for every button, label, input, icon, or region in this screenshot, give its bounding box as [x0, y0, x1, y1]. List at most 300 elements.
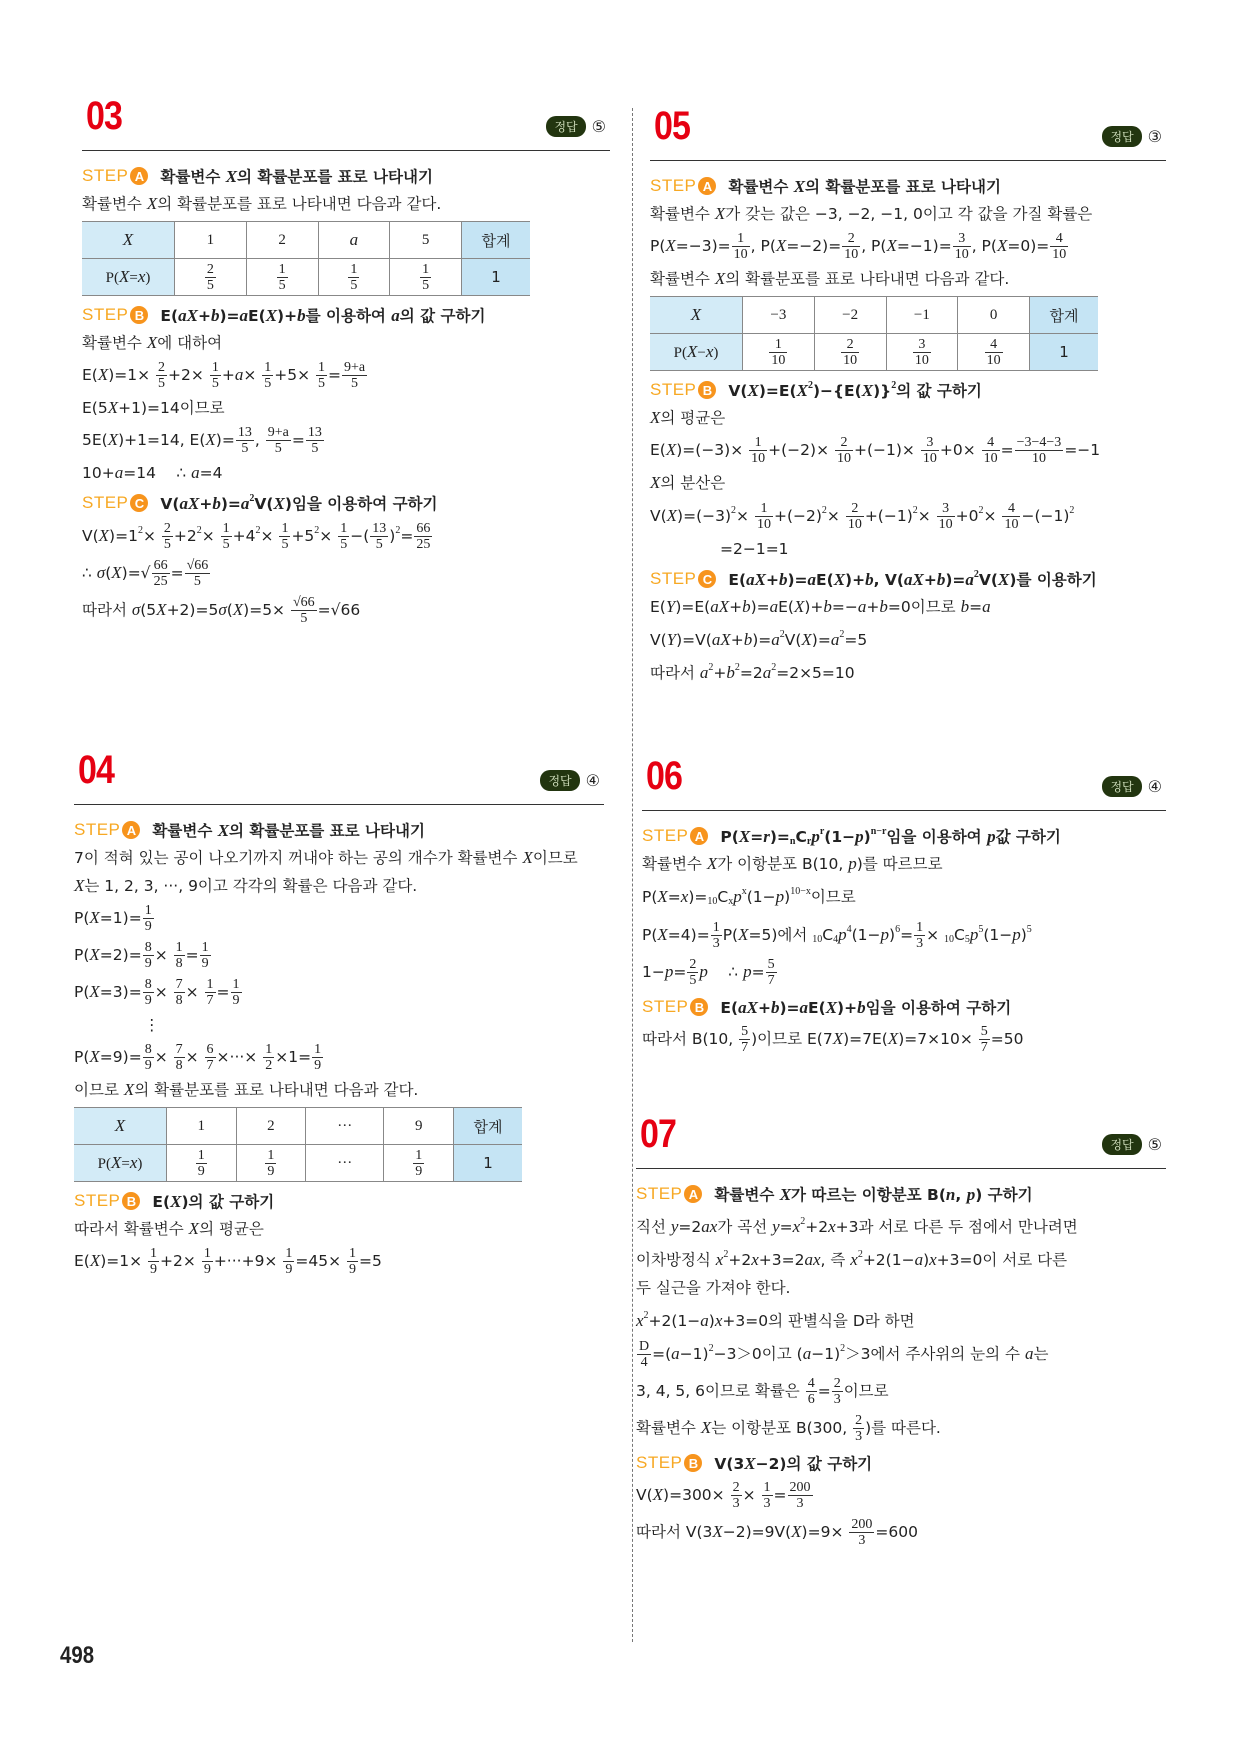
- fraction: [769, 337, 787, 368]
- fraction: [306, 425, 324, 456]
- text-run: 2: [278, 231, 286, 248]
- text-run: 의 값 구하기: [399, 307, 486, 325]
- denominator: 5: [193, 574, 201, 589]
- numerator: 1: [201, 940, 209, 955]
- text-run: +2: [805, 1218, 829, 1236]
- table-cell: [1030, 334, 1099, 371]
- fraction: [143, 940, 154, 971]
- text-run: 확률변수: [82, 195, 147, 213]
- denominator: 25: [153, 574, 168, 589]
- subscript: 10: [707, 896, 718, 907]
- text-run: P(: [720, 828, 739, 846]
- table-cell: [454, 1108, 523, 1145]
- step-heading-b: [82, 304, 610, 326]
- text-run: =: [129, 270, 138, 286]
- text-run: =: [121, 1156, 130, 1172]
- table-cell: [384, 1108, 454, 1145]
- text-run: V(: [978, 571, 999, 589]
- fraction: [143, 977, 154, 1008]
- fraction: [687, 957, 698, 988]
- answer: [1102, 1134, 1162, 1155]
- fraction: [312, 1042, 323, 1073]
- text-run: ⋮: [144, 1016, 160, 1034]
- numerator: 1: [755, 501, 773, 517]
- text-run: ): [923, 1251, 930, 1269]
- math-variable: p: [838, 925, 847, 944]
- fraction: [347, 1246, 358, 1277]
- text-run: V(: [82, 527, 99, 545]
- numerator: 1: [350, 261, 358, 277]
- step-letter-icon: C: [130, 494, 148, 512]
- solution-line: [636, 1480, 1166, 1511]
- text-run: ×: [736, 507, 754, 525]
- math-variable: X: [793, 177, 806, 196]
- text-run: +2(1−: [862, 1251, 915, 1269]
- numerator: 2: [855, 1413, 863, 1428]
- fraction: [731, 1480, 742, 1511]
- table-cell: [958, 334, 1030, 371]
- fraction: [174, 977, 185, 1008]
- denominator: 9: [144, 1058, 152, 1073]
- step-letter-icon: B: [122, 1192, 140, 1210]
- text-run: =: [751, 963, 765, 981]
- math-variable: X: [738, 925, 749, 944]
- math-variable: X: [779, 1185, 792, 1204]
- fraction: [174, 940, 185, 971]
- text-run: 값 구하기: [995, 828, 1061, 846]
- solution-line: [642, 881, 1166, 913]
- text-run: 확률변수: [714, 1186, 780, 1204]
- math-variable: X: [791, 1522, 802, 1541]
- text-run: ): [863, 828, 871, 846]
- table-cell: [384, 1145, 454, 1182]
- text-run: +: [199, 495, 213, 513]
- text-run: 합계: [481, 231, 511, 250]
- step-title: [728, 175, 1001, 197]
- step-letter-icon: C: [698, 570, 716, 588]
- text-run: ): [713, 345, 719, 361]
- text-run: +(−1)×: [854, 441, 920, 459]
- text-run: =9)=: [99, 1048, 142, 1066]
- text-run: V(3: [714, 1455, 745, 1473]
- math-variable: X: [156, 600, 167, 619]
- text-run: P(: [97, 1156, 111, 1172]
- solution-line: [74, 903, 604, 934]
- math-variable: ax: [701, 1217, 718, 1236]
- text-run: 5E(: [82, 431, 108, 449]
- numerator: 1: [732, 231, 750, 247]
- text-run: =: [291, 431, 305, 449]
- solution-line: [642, 957, 1166, 988]
- math-variable: X: [74, 876, 85, 895]
- numerator: D: [639, 1339, 650, 1354]
- text-run: +5×: [274, 366, 315, 384]
- math-variable: X: [89, 945, 100, 964]
- text-run: )=1×: [108, 366, 156, 384]
- numerator: 2: [835, 435, 853, 451]
- text-run: 의 확률분포를 표로 나타내면 다음과 같다.: [725, 270, 1010, 288]
- step-letter-icon: B: [690, 998, 708, 1016]
- step-label: STEP: [650, 176, 697, 195]
- text-run: =−3)=: [675, 237, 731, 255]
- superscript: 2: [643, 1310, 649, 1321]
- fraction: [231, 977, 242, 1008]
- numerator: 6: [206, 1042, 214, 1057]
- text-run: 확률변수: [728, 178, 794, 196]
- answer-choice: ④: [585, 771, 600, 790]
- fraction: [205, 977, 216, 1008]
- numerator: 2: [732, 1480, 740, 1495]
- text-run: E(5: [82, 399, 108, 417]
- superscript: 2: [807, 380, 813, 391]
- solution-line: [642, 1024, 1166, 1055]
- text-run: =−1: [1064, 441, 1101, 459]
- math-variable: X: [98, 526, 110, 545]
- fraction: [711, 920, 722, 951]
- text-run: =2: [678, 1218, 702, 1236]
- text-run: )를 따르므로: [856, 855, 943, 873]
- numerator: 1: [415, 1147, 423, 1163]
- problem-number: 07: [640, 1112, 677, 1156]
- math-variable: b: [879, 597, 888, 616]
- text-run: )+1=14, E(: [118, 431, 206, 449]
- math-variable: aX: [711, 630, 731, 649]
- text-run: E(: [248, 307, 266, 325]
- denominator: 10: [751, 451, 766, 466]
- text-run: V(: [650, 631, 667, 649]
- math-variable: X: [666, 506, 678, 525]
- text-run: ×: [154, 1048, 173, 1066]
- math-variable: σ: [96, 563, 106, 582]
- text-run: =0이므로: [887, 598, 961, 616]
- text-run: (5: [140, 601, 157, 619]
- step-heading-a: [642, 825, 1166, 847]
- math-variable: σ: [218, 600, 227, 619]
- denominator: 10: [938, 517, 953, 532]
- table-row-probabilities: [74, 1145, 522, 1182]
- math-variable: b: [770, 998, 780, 1017]
- text-run: 의 확률분포를 표로 나타내면 다음과 같다.: [134, 1081, 419, 1099]
- numerator: 66: [416, 521, 431, 536]
- fraction: [342, 360, 367, 391]
- step-label: STEP: [82, 493, 129, 512]
- problem-number: 04: [78, 748, 115, 792]
- text-run: 2: [267, 1117, 275, 1134]
- table-cell: [462, 222, 531, 259]
- math-variable: X: [217, 821, 230, 840]
- text-run: )임을 이용하여 구하기: [284, 495, 438, 513]
- text-run: =−1)=: [896, 237, 952, 255]
- text-run: )를 이용하기: [1009, 571, 1097, 589]
- text-run: ×: [826, 507, 845, 525]
- text-run: )+: [804, 598, 824, 616]
- text-run: +(−1): [864, 507, 913, 525]
- text-run: (1−: [983, 926, 1013, 944]
- numerator: 1: [211, 360, 219, 375]
- numerator: 13: [237, 425, 252, 440]
- numerator: 3: [913, 337, 931, 353]
- step-heading-a: [636, 1183, 1166, 1205]
- numerator: 1: [265, 1042, 273, 1057]
- text-run: +: [757, 999, 771, 1017]
- math-variable: X: [690, 305, 702, 324]
- fraction: [205, 1042, 216, 1073]
- math-variable: r: [763, 827, 770, 846]
- text-run: +1)=14이므로: [118, 399, 225, 417]
- text-run: E(: [152, 1193, 171, 1211]
- math-variable: aX: [746, 570, 766, 589]
- probability-distribution-table: [650, 296, 1098, 371]
- numerator: 5: [980, 1024, 988, 1039]
- problem-header: [642, 754, 1166, 811]
- text-run: , P(: [750, 237, 776, 255]
- text-run: =(: [652, 1345, 672, 1363]
- denominator: 9: [197, 1163, 205, 1179]
- denominator: 5: [274, 441, 282, 456]
- fraction: [982, 435, 1000, 466]
- text-run: 1: [197, 1117, 206, 1134]
- math-variable: X: [146, 194, 158, 213]
- text-run: P(: [74, 909, 90, 927]
- text-run: ): [889, 926, 896, 944]
- text-run: 확률변수: [650, 205, 715, 223]
- table-cell: [650, 297, 743, 334]
- superscript: 2: [891, 380, 897, 391]
- numerator: 1: [222, 521, 230, 536]
- text-run: +3=0의 판별식을 D라 하면: [722, 1312, 915, 1330]
- solution-line: [650, 231, 1166, 262]
- text-run: , V(: [873, 571, 904, 589]
- solution-line: [650, 596, 1166, 618]
- text-run: )=7×10×: [898, 1030, 978, 1048]
- text-run: =: [900, 926, 914, 944]
- text-run: 확률변수: [650, 270, 715, 288]
- math-variable: x: [751, 1250, 759, 1269]
- answer-choice: ⑤: [591, 117, 606, 136]
- math-variable: X: [89, 1251, 101, 1270]
- text-run: +2(1−: [648, 1312, 701, 1330]
- text-run: )=: [945, 571, 966, 589]
- text-run: −1): [679, 1345, 709, 1363]
- text-run: ×···×: [216, 1048, 263, 1066]
- superscript: 2: [771, 662, 777, 673]
- denominator: 8: [175, 993, 183, 1008]
- math-variable: x: [850, 1250, 858, 1269]
- subscript: 5: [964, 934, 970, 945]
- numerator: 2: [158, 360, 166, 375]
- text-run: ×: [319, 527, 338, 545]
- math-variable: p: [855, 827, 864, 846]
- text-run: ∴: [82, 564, 97, 582]
- denominator: 5: [375, 537, 383, 552]
- text-run: +: [729, 598, 743, 616]
- step-heading-b: [650, 379, 1166, 401]
- superscript: 2: [314, 525, 320, 536]
- fraction: [841, 337, 859, 368]
- math-variable: p: [966, 1185, 976, 1204]
- math-variable: y: [670, 1217, 679, 1236]
- solution-line: [636, 1413, 1166, 1444]
- solution-03: [82, 94, 610, 632]
- text-run: E(: [728, 571, 747, 589]
- numerator: 4: [1002, 501, 1020, 517]
- numerator: 2: [842, 231, 860, 247]
- step-letter-icon: B: [130, 306, 148, 324]
- denominator: 3: [712, 936, 720, 951]
- math-variable: X: [650, 408, 661, 427]
- math-variable: p: [699, 962, 708, 981]
- text-run: C: [717, 888, 729, 906]
- fraction: [162, 521, 173, 552]
- fraction: [937, 501, 955, 532]
- solution-line: [74, 847, 604, 869]
- denominator: 9: [201, 956, 209, 971]
- answer-choice: ④: [1147, 777, 1162, 796]
- superscript: 2: [821, 505, 827, 516]
- text-run: C: [822, 926, 834, 944]
- math-variable: ax: [804, 1250, 821, 1269]
- text-run: 의 값 구하기: [896, 382, 982, 400]
- text-run: ×: [154, 983, 173, 1001]
- text-run: )=E(: [758, 382, 797, 400]
- text-run: )=: [779, 999, 800, 1017]
- math-variable: a: [114, 463, 124, 482]
- step-title: [152, 1190, 274, 1212]
- problem-header: [74, 748, 604, 805]
- text-run: )+: [845, 571, 866, 589]
- text-run: P(: [105, 270, 119, 286]
- math-variable: a: [807, 570, 817, 589]
- text-run: ): [145, 270, 151, 286]
- table-cell: [1030, 297, 1099, 334]
- text-run: 의 분산은: [660, 474, 726, 492]
- text-run: )=V(: [676, 631, 712, 649]
- math-variable: X: [775, 236, 787, 255]
- fraction: [1015, 435, 1064, 466]
- numerator: 200: [789, 1480, 811, 1495]
- math-variable: a: [799, 998, 809, 1017]
- numerator: 4: [982, 435, 1000, 451]
- denominator: 9: [232, 993, 240, 1008]
- table-cell: [236, 1145, 306, 1182]
- table-row-probabilities: [650, 334, 1098, 371]
- table-cell: [886, 334, 958, 371]
- denominator: 3: [916, 936, 924, 951]
- math-variable: X: [665, 236, 676, 255]
- math-variable: X: [146, 333, 158, 352]
- numerator: 1: [150, 1246, 158, 1261]
- denominator: 2: [265, 1058, 273, 1073]
- numerator: 1: [769, 337, 787, 353]
- table-cell: [958, 297, 1030, 334]
- superscript: 4: [846, 924, 852, 935]
- numerator: 2: [689, 957, 697, 972]
- fraction: [283, 1246, 294, 1277]
- math-variable: aX: [738, 998, 758, 1017]
- table-cell: [318, 259, 390, 296]
- denominator: 7: [741, 1040, 749, 1055]
- text-run: )의 값 구하기: [181, 1193, 275, 1211]
- text-run: =4)=: [667, 926, 710, 944]
- denominator: 9: [144, 956, 152, 971]
- text-run: E(: [650, 598, 666, 616]
- math-variable: a: [391, 306, 400, 325]
- numerator: √66: [186, 558, 209, 573]
- text-run: +: [923, 571, 937, 589]
- superscript: 6: [895, 924, 901, 935]
- text-run: =: [773, 1486, 787, 1504]
- text-run: )=7E(: [843, 1030, 888, 1048]
- denominator: 5: [689, 973, 697, 988]
- math-variable: a: [965, 570, 974, 589]
- denominator: 10: [843, 352, 858, 368]
- denominator: 9: [285, 1262, 293, 1277]
- solution-line: [82, 425, 610, 456]
- text-run: , P(: [971, 237, 997, 255]
- fraction: [185, 558, 211, 589]
- fraction: [846, 501, 864, 532]
- solution-line: [82, 193, 610, 215]
- text-run: ,: [254, 431, 265, 449]
- text-run: ×: [243, 366, 262, 384]
- step-title: [728, 379, 981, 401]
- text-run: −1): [811, 1345, 841, 1363]
- text-run: ×: [742, 1486, 761, 1504]
- text-run: 0: [989, 306, 998, 323]
- denominator: 10: [837, 451, 851, 466]
- numerator: 2: [846, 501, 864, 517]
- table-cell: [743, 334, 815, 371]
- text-run: )=: [752, 631, 772, 649]
- solution-line: [74, 1246, 604, 1277]
- math-variable: X: [111, 563, 122, 582]
- text-run: 따라서: [650, 664, 700, 682]
- text-run: +···+9×: [213, 1252, 283, 1270]
- text-run: +5: [291, 527, 315, 545]
- denominator: 3: [833, 1392, 841, 1407]
- text-run: =2−1=1: [720, 540, 789, 558]
- numerator: 1: [203, 1246, 211, 1261]
- answer: [546, 116, 606, 137]
- math-variable: a: [234, 365, 244, 384]
- superscript: 2: [708, 662, 714, 673]
- fraction: [277, 262, 288, 293]
- denominator: 5: [163, 537, 171, 552]
- text-run: =3)=: [99, 983, 142, 1001]
- denominator: 7: [206, 993, 214, 1008]
- math-variable: x: [137, 267, 146, 286]
- table-cell: [236, 1108, 306, 1145]
- text-run: )=: [220, 495, 241, 513]
- numerator: 1: [278, 261, 286, 277]
- math-variable: a: [769, 597, 779, 616]
- text-run: 1: [1059, 343, 1069, 361]
- text-run: 이므로: [843, 1382, 889, 1400]
- fraction: [143, 1042, 154, 1073]
- denominator: 5: [311, 441, 319, 456]
- step-heading-a: [650, 175, 1166, 197]
- math-variable: x: [680, 887, 689, 906]
- text-run: =−: [831, 598, 858, 616]
- text-run: 따라서 B(10,: [642, 1030, 739, 1048]
- solution-04: [74, 748, 604, 1283]
- text-run: ×1=: [275, 1048, 312, 1066]
- solution-line: [636, 1211, 1166, 1238]
- superscript: 2: [731, 505, 737, 516]
- math-variable: X: [107, 398, 119, 417]
- solution-line: [82, 397, 610, 419]
- numerator: 1: [206, 977, 214, 992]
